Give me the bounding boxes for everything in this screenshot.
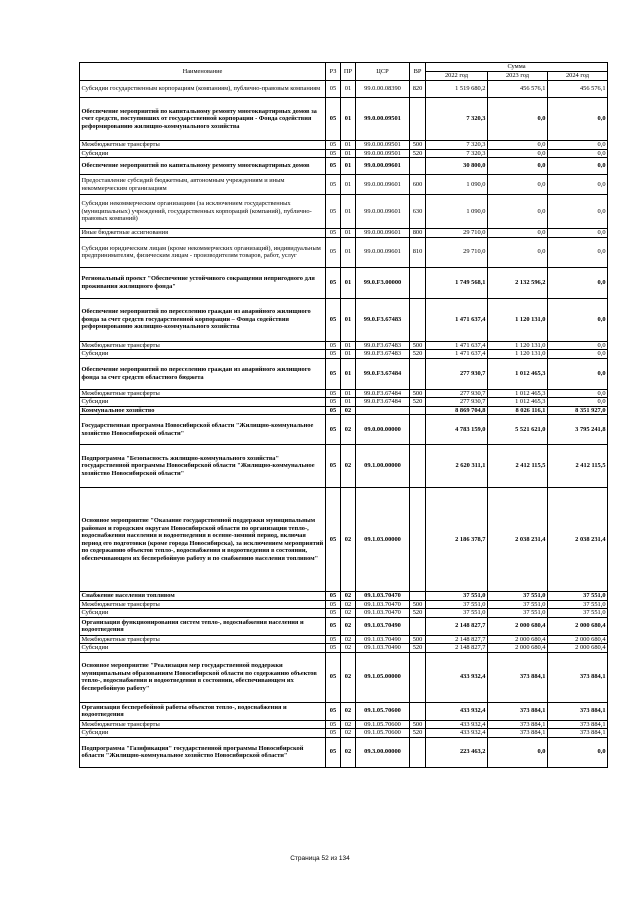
table-row <box>80 720 608 729</box>
cell-rz: 05 <box>326 406 341 415</box>
table-body <box>80 81 608 768</box>
cell-2024: 0,0 <box>548 141 608 150</box>
cell-rz: 05 <box>326 195 341 229</box>
cell-csr: 09.1.05.70600 <box>356 702 410 720</box>
cell-name: Обеспечение мероприятий по капитальному ремонту многоквартирных домов за счет средств, поступивших от государственной корпорации - Фонда содействия реформированию жилищно-коммунального хозяйства <box>80 98 326 141</box>
cell-2024: 373 884,1 <box>548 702 608 720</box>
cell-rz: 05 <box>326 592 341 601</box>
table-row <box>80 729 608 738</box>
cell-vr <box>410 702 426 720</box>
column-header-csr: ЦСР <box>356 63 410 81</box>
cell-2024: 0,0 <box>548 149 608 158</box>
cell-2024: 0,0 <box>548 358 608 389</box>
cell-csr: 99.0.00.09501 <box>356 98 410 141</box>
cell-2024: 0,0 <box>548 98 608 141</box>
cell-vr: 520 <box>410 398 426 407</box>
table-row <box>80 617 608 635</box>
cell-rz: 05 <box>326 237 341 267</box>
table-row <box>80 488 608 592</box>
cell-csr: 99.0.00.09601 <box>356 237 410 267</box>
cell-2024: 0,0 <box>548 350 608 359</box>
cell-2024: 37 551,0 <box>548 592 608 601</box>
cell-csr: 09.1.03.00000 <box>356 488 410 592</box>
table-row <box>80 149 608 158</box>
cell-2022: 433 932,4 <box>426 652 488 702</box>
cell-rz: 05 <box>326 652 341 702</box>
cell-2024: 0,0 <box>548 158 608 175</box>
cell-pr: 01 <box>341 350 356 359</box>
cell-2022: 1 090,0 <box>426 195 488 229</box>
cell-vr <box>410 617 426 635</box>
cell-csr: 99.0.00.09601 <box>356 158 410 175</box>
cell-rz: 05 <box>326 644 341 653</box>
cell-name: Межбюджетные трансферты <box>80 600 326 609</box>
cell-pr: 02 <box>341 488 356 592</box>
cell-2022: 1 471 637,4 <box>426 341 488 350</box>
cell-name: Обеспечение мероприятий по переселению граждан из аварийного жилищного фонда за счет средств областного бюджета <box>80 358 326 389</box>
cell-pr: 02 <box>341 445 356 488</box>
cell-2024: 2 000 680,4 <box>548 635 608 644</box>
cell-2024: 0,0 <box>548 737 608 767</box>
cell-2022: 37 551,0 <box>426 600 488 609</box>
cell-name: Обеспечение мероприятий по капитальному ремонту многоквартирных домов <box>80 158 326 175</box>
cell-vr <box>410 415 426 445</box>
cell-2022: 2 620 311,1 <box>426 445 488 488</box>
cell-rz: 05 <box>326 389 341 398</box>
table-row <box>80 415 608 445</box>
cell-pr: 02 <box>341 652 356 702</box>
cell-name: Основное мероприятие "Оказание государственной поддержки муниципальным районам и городским округам Новосибирской области по организации тепло-, водоснабжения населения и водоотведения в осенне-зимний период, включая период его подготовки (кроме города Новосибирска), за исключением мероприятий по содержанию объектов тепло-, водоснабжения и водоотведения в состоянии, обеспечивающем их бесперебойную работу и по снабжению населения топливом" <box>80 488 326 592</box>
cell-csr: 99.0.F3.67483 <box>356 350 410 359</box>
cell-csr: 99.0.00.09601 <box>356 195 410 229</box>
cell-2022: 433 932,4 <box>426 702 488 720</box>
cell-2023: 0,0 <box>488 195 548 229</box>
table-row <box>80 298 608 341</box>
column-header-pr: ПР <box>341 63 356 81</box>
cell-rz: 05 <box>326 729 341 738</box>
cell-2022: 1 471 637,4 <box>426 350 488 359</box>
table-row <box>80 406 608 415</box>
table-row <box>80 158 608 175</box>
table-row <box>80 195 608 229</box>
cell-vr <box>410 98 426 141</box>
cell-vr: 500 <box>410 141 426 150</box>
cell-pr: 01 <box>341 341 356 350</box>
cell-2023: 0,0 <box>488 158 548 175</box>
cell-name: Подпрограмма "Газификация" государственной программы Новосибирской области "Жилищно-коммунальное хозяйство Новосибирской области" <box>80 737 326 767</box>
cell-rz: 05 <box>326 81 341 98</box>
cell-csr: 99.0.00.09601 <box>356 175 410 195</box>
column-header-2023: 2023 год <box>488 72 548 81</box>
cell-csr: 09.1.03.70470 <box>356 600 410 609</box>
cell-csr: 09.1.03.70490 <box>356 635 410 644</box>
cell-name: Межбюджетные трансферты <box>80 389 326 398</box>
cell-vr: 600 <box>410 175 426 195</box>
cell-rz: 05 <box>326 158 341 175</box>
cell-vr: 520 <box>410 729 426 738</box>
cell-vr <box>410 445 426 488</box>
cell-2022: 7 320,3 <box>426 98 488 141</box>
cell-2023: 2 000 680,4 <box>488 644 548 653</box>
cell-2023: 37 551,0 <box>488 592 548 601</box>
cell-vr <box>410 488 426 592</box>
cell-vr <box>410 267 426 298</box>
cell-pr: 01 <box>341 358 356 389</box>
cell-csr: 09.1.03.70470 <box>356 609 410 618</box>
cell-name: Основное мероприятие "Реализация мер государственной поддержки муниципальным образованиям Новосибирской области по содержанию объектов тепло-, водоснабжения и водоотведения в состоянии, обеспечивающем их бесперебойную работу" <box>80 652 326 702</box>
table-row <box>80 229 608 238</box>
cell-2023: 0,0 <box>488 237 548 267</box>
table-row <box>80 237 608 267</box>
cell-name: Коммунальное хозяйство <box>80 406 326 415</box>
cell-2024: 373 884,1 <box>548 720 608 729</box>
cell-vr: 520 <box>410 609 426 618</box>
cell-rz: 05 <box>326 98 341 141</box>
cell-2024: 2 038 231,4 <box>548 488 608 592</box>
table-row <box>80 737 608 767</box>
cell-2024: 0,0 <box>548 237 608 267</box>
cell-2024: 0,0 <box>548 398 608 407</box>
cell-2024: 0,0 <box>548 229 608 238</box>
cell-2023: 2 000 680,4 <box>488 635 548 644</box>
cell-pr: 02 <box>341 720 356 729</box>
cell-2022: 30 800,0 <box>426 158 488 175</box>
cell-2022: 29 710,0 <box>426 229 488 238</box>
cell-name: Региональный проект "Обеспечение устойчивого сокращения непригодного для проживания жилищного фонда" <box>80 267 326 298</box>
cell-pr: 02 <box>341 617 356 635</box>
cell-rz: 05 <box>326 341 341 350</box>
cell-2022: 29 710,0 <box>426 237 488 267</box>
cell-pr: 01 <box>341 158 356 175</box>
cell-2023: 37 551,0 <box>488 609 548 618</box>
cell-csr: 99.0.F3.67484 <box>356 389 410 398</box>
cell-2023: 2 000 680,4 <box>488 617 548 635</box>
cell-2024: 2 000 680,4 <box>548 644 608 653</box>
cell-2022: 7 320,3 <box>426 141 488 150</box>
column-header-vr: ВР <box>410 63 426 81</box>
cell-2024: 0,0 <box>548 389 608 398</box>
cell-vr <box>410 358 426 389</box>
column-header-rz: РЗ <box>326 63 341 81</box>
cell-vr: 500 <box>410 635 426 644</box>
cell-2023: 0,0 <box>488 175 548 195</box>
cell-csr: 99.0.F3.67484 <box>356 398 410 407</box>
cell-pr: 01 <box>341 237 356 267</box>
table-row <box>80 175 608 195</box>
table-row <box>80 600 608 609</box>
cell-2024: 8 351 927,0 <box>548 406 608 415</box>
cell-rz: 05 <box>326 141 341 150</box>
cell-pr: 01 <box>341 298 356 341</box>
cell-2023: 373 884,1 <box>488 720 548 729</box>
cell-2024: 0,0 <box>548 267 608 298</box>
cell-2024: 3 795 241,8 <box>548 415 608 445</box>
cell-2024: 37 551,0 <box>548 600 608 609</box>
cell-2022: 2 148 827,7 <box>426 635 488 644</box>
cell-2022: 1 519 680,2 <box>426 81 488 98</box>
cell-2023: 0,0 <box>488 229 548 238</box>
cell-rz: 05 <box>326 737 341 767</box>
cell-2023: 2 038 231,4 <box>488 488 548 592</box>
cell-csr: 09.1.03.70490 <box>356 617 410 635</box>
table-row <box>80 652 608 702</box>
cell-2024: 2 412 115,5 <box>548 445 608 488</box>
cell-name: Субсидии <box>80 149 326 158</box>
cell-2022: 277 930,7 <box>426 358 488 389</box>
cell-name: Иные бюджетные ассигнования <box>80 229 326 238</box>
cell-pr: 02 <box>341 415 356 445</box>
cell-2024: 0,0 <box>548 195 608 229</box>
table-row <box>80 141 608 150</box>
cell-vr: 520 <box>410 644 426 653</box>
cell-2023: 1 120 131,0 <box>488 298 548 341</box>
cell-csr: 99.0.F3.00000 <box>356 267 410 298</box>
cell-pr: 01 <box>341 98 356 141</box>
cell-csr: 09.0.00.00000 <box>356 415 410 445</box>
table-row <box>80 398 608 407</box>
cell-pr: 02 <box>341 592 356 601</box>
cell-2022: 2 186 378,7 <box>426 488 488 592</box>
cell-name: Субсидии <box>80 609 326 618</box>
cell-2022: 1 090,0 <box>426 175 488 195</box>
cell-pr: 02 <box>341 644 356 653</box>
cell-2024: 0,0 <box>548 175 608 195</box>
cell-name: Субсидии <box>80 350 326 359</box>
cell-name: Межбюджетные трансферты <box>80 141 326 150</box>
cell-2023: 373 884,1 <box>488 702 548 720</box>
cell-csr: 09.1.05.00000 <box>356 652 410 702</box>
budget-table <box>79 62 608 768</box>
cell-name: Межбюджетные трансферты <box>80 341 326 350</box>
cell-2022: 8 869 704,8 <box>426 406 488 415</box>
table-row <box>80 267 608 298</box>
cell-csr: 99.0.F3.67484 <box>356 358 410 389</box>
cell-2022: 7 320,3 <box>426 149 488 158</box>
cell-2023: 8 026 116,1 <box>488 406 548 415</box>
cell-2022: 1 749 568,1 <box>426 267 488 298</box>
cell-rz: 05 <box>326 298 341 341</box>
table-row <box>80 445 608 488</box>
cell-2023: 0,0 <box>488 149 548 158</box>
column-header-sum: Сумма <box>426 63 608 72</box>
table-row <box>80 702 608 720</box>
table-row <box>80 81 608 98</box>
cell-2024: 2 000 680,4 <box>548 617 608 635</box>
cell-vr: 500 <box>410 600 426 609</box>
cell-vr: 520 <box>410 350 426 359</box>
cell-2022: 277 930,7 <box>426 389 488 398</box>
cell-name: Обеспечение мероприятий по переселению граждан из аварийного жилищного фонда за счет средств государственной корпорации – Фонда содействия реформированию жилищно-коммунального хозяйства <box>80 298 326 341</box>
cell-rz: 05 <box>326 600 341 609</box>
cell-2024: 373 884,1 <box>548 729 608 738</box>
cell-vr: 630 <box>410 195 426 229</box>
cell-pr: 01 <box>341 195 356 229</box>
cell-vr <box>410 298 426 341</box>
cell-2023: 456 576,1 <box>488 81 548 98</box>
cell-vr <box>410 592 426 601</box>
cell-csr: 09.1.05.70600 <box>356 720 410 729</box>
table-row <box>80 592 608 601</box>
cell-2023: 1 012 465,3 <box>488 389 548 398</box>
cell-csr: 09.1.03.70490 <box>356 644 410 653</box>
cell-rz: 05 <box>326 635 341 644</box>
cell-2023: 1 120 131,0 <box>488 350 548 359</box>
cell-2022: 37 551,0 <box>426 592 488 601</box>
cell-csr: 99.0.00.09501 <box>356 149 410 158</box>
cell-name: Межбюджетные трансферты <box>80 635 326 644</box>
cell-vr <box>410 158 426 175</box>
cell-2023: 5 521 621,0 <box>488 415 548 445</box>
cell-2022: 433 932,4 <box>426 720 488 729</box>
cell-csr: 09.3.00.00000 <box>356 737 410 767</box>
cell-pr: 02 <box>341 600 356 609</box>
cell-2022: 1 471 637,4 <box>426 298 488 341</box>
cell-pr: 01 <box>341 81 356 98</box>
cell-2022: 277 930,7 <box>426 398 488 407</box>
table-row <box>80 350 608 359</box>
cell-name: Субсидии государственным корпорациям (компаниям), публично-правовым компаниям <box>80 81 326 98</box>
cell-vr: 520 <box>410 149 426 158</box>
cell-csr: 09.1.05.70600 <box>356 729 410 738</box>
cell-rz: 05 <box>326 702 341 720</box>
cell-rz: 05 <box>326 609 341 618</box>
table-row <box>80 389 608 398</box>
cell-2023: 2 132 596,2 <box>488 267 548 298</box>
cell-name: Субсидии юридическим лицам (кроме некоммерческих организаций), индивидуальным предпринимателям, физическим лицам - производителям товаров, работ, услуг <box>80 237 326 267</box>
cell-2024: 37 551,0 <box>548 609 608 618</box>
cell-2023: 0,0 <box>488 141 548 150</box>
cell-vr: 500 <box>410 720 426 729</box>
cell-pr: 02 <box>341 702 356 720</box>
table-row <box>80 644 608 653</box>
cell-pr: 02 <box>341 609 356 618</box>
cell-2023: 0,0 <box>488 737 548 767</box>
cell-pr: 02 <box>341 737 356 767</box>
cell-name: Снабжение населения топливом <box>80 592 326 601</box>
cell-rz: 05 <box>326 617 341 635</box>
cell-pr: 02 <box>341 729 356 738</box>
cell-name: Субсидии <box>80 398 326 407</box>
cell-rz: 05 <box>326 267 341 298</box>
cell-2023: 1 012 465,3 <box>488 358 548 389</box>
cell-2023: 373 884,1 <box>488 652 548 702</box>
cell-pr: 02 <box>341 406 356 415</box>
table-row <box>80 341 608 350</box>
cell-2023: 2 412 115,5 <box>488 445 548 488</box>
budget-table-sheet <box>79 62 607 768</box>
cell-name: Подпрограмма "Безопасность жилищно-коммунального хозяйства" государственной программы Новосибирской области "Жилищно-коммунальное хозяйство Новосибирской области" <box>80 445 326 488</box>
table-row <box>80 358 608 389</box>
cell-2022: 2 148 827,7 <box>426 644 488 653</box>
cell-pr: 01 <box>341 175 356 195</box>
cell-2024: 0,0 <box>548 298 608 341</box>
cell-name: Предоставление субсидий бюджетным, автономным учреждениям и иным некоммерческим организациям <box>80 175 326 195</box>
cell-2023: 37 551,0 <box>488 600 548 609</box>
cell-2022: 4 783 159,0 <box>426 415 488 445</box>
cell-csr: 99.0.F3.67483 <box>356 298 410 341</box>
cell-vr: 500 <box>410 341 426 350</box>
table-row <box>80 98 608 141</box>
cell-csr: 99.0.F3.67483 <box>356 341 410 350</box>
cell-csr: 99.0.00.09601 <box>356 229 410 238</box>
cell-rz: 05 <box>326 720 341 729</box>
cell-2023: 373 884,1 <box>488 729 548 738</box>
cell-vr <box>410 652 426 702</box>
cell-pr: 01 <box>341 398 356 407</box>
table-row <box>80 635 608 644</box>
cell-rz: 05 <box>326 398 341 407</box>
cell-csr: 99.0.00.09501 <box>356 141 410 150</box>
cell-2022: 223 463,2 <box>426 737 488 767</box>
column-header-2022: 2022 год <box>426 72 488 81</box>
cell-vr <box>410 737 426 767</box>
cell-name: Межбюджетные трансферты <box>80 720 326 729</box>
column-header-2024: 2024 год <box>548 72 608 81</box>
cell-vr: 820 <box>410 81 426 98</box>
cell-name: Государственная программа Новосибирской области "Жилищно-коммунальное хозяйство Новосибирской области" <box>80 415 326 445</box>
cell-2022: 2 148 827,7 <box>426 617 488 635</box>
table-row <box>80 609 608 618</box>
cell-name: Организация функционирования систем тепло-, водоснабжения населения и водоотведения <box>80 617 326 635</box>
column-header-name: Наименование <box>80 63 326 81</box>
cell-rz: 05 <box>326 350 341 359</box>
cell-rz: 05 <box>326 149 341 158</box>
cell-pr: 01 <box>341 141 356 150</box>
cell-pr: 01 <box>341 267 356 298</box>
page-number: Страница 52 из 134 <box>290 855 350 862</box>
cell-pr: 01 <box>341 149 356 158</box>
cell-pr: 01 <box>341 229 356 238</box>
cell-2024: 456 576,1 <box>548 81 608 98</box>
cell-rz: 05 <box>326 175 341 195</box>
cell-csr: 09.1.00.00000 <box>356 445 410 488</box>
cell-pr: 02 <box>341 635 356 644</box>
cell-rz: 05 <box>326 229 341 238</box>
cell-name: Организация бесперебойной работы объектов тепло-, водоснабжения и водоотведения <box>80 702 326 720</box>
cell-2023: 0,0 <box>488 98 548 141</box>
cell-rz: 05 <box>326 445 341 488</box>
cell-rz: 05 <box>326 358 341 389</box>
cell-rz: 05 <box>326 488 341 592</box>
cell-2022: 433 932,4 <box>426 729 488 738</box>
cell-2022: 37 551,0 <box>426 609 488 618</box>
cell-vr: 800 <box>410 229 426 238</box>
cell-2024: 373 884,1 <box>548 652 608 702</box>
cell-vr: 500 <box>410 389 426 398</box>
cell-name: Субсидии некоммерческим организациям (за исключением государственных (муниципальных) учреждений, государственных корпораций (компаний), публично-правовых компаний) <box>80 195 326 229</box>
cell-rz: 05 <box>326 415 341 445</box>
cell-pr: 01 <box>341 389 356 398</box>
cell-vr: 810 <box>410 237 426 267</box>
cell-2023: 1 120 131,0 <box>488 341 548 350</box>
cell-2023: 1 012 465,3 <box>488 398 548 407</box>
cell-name: Субсидии <box>80 729 326 738</box>
cell-vr <box>410 406 426 415</box>
cell-csr: 99.0.00.08390 <box>356 81 410 98</box>
cell-csr: 09.1.03.70470 <box>356 592 410 601</box>
cell-2024: 0,0 <box>548 341 608 350</box>
cell-name: Субсидии <box>80 644 326 653</box>
cell-csr <box>356 406 410 415</box>
